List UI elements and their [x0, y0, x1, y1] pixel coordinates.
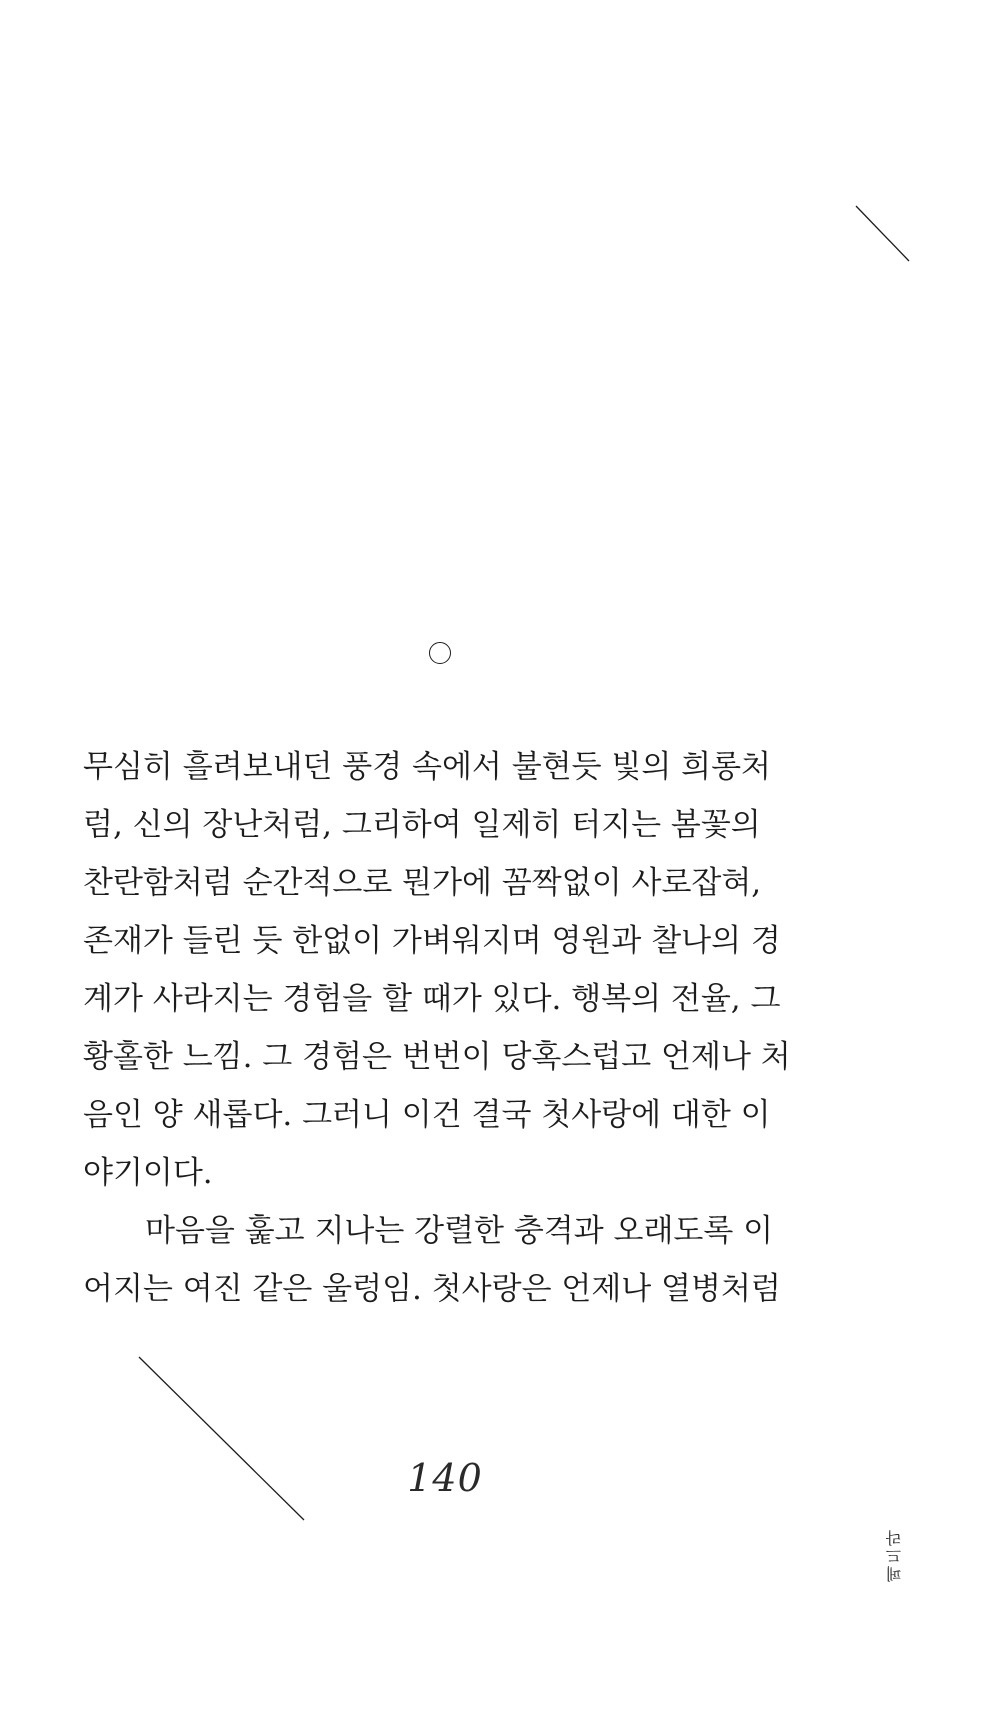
running-title: 페드라	[885, 1528, 904, 1582]
text-line: 계가 사라지는 경험을 할 때가 있다. 행복의 전율, 그	[83, 981, 781, 1017]
circle-ornament	[429, 642, 451, 664]
text-line: 음인 양 새롭다. 그러니 이건 결국 첫사랑에 대한 이	[83, 1097, 771, 1133]
text-line: 야기이다.	[83, 1155, 213, 1191]
text-line: 어지는 여진 같은 울렁임. 첫사랑은 언제나 열병처럼	[83, 1271, 781, 1307]
text-line: 황홀한 느낌. 그 경험은 번번이 당혹스럽고 언제나 처	[83, 1039, 791, 1075]
text-line: 무심히 흘려보내던 풍경 속에서 불현듯 빛의 희롱처	[83, 749, 771, 785]
body-text	[83, 738, 810, 1318]
text-line: 존재가 들린 듯 한없이 가벼워지며 영원과 찰나의 경	[83, 923, 781, 959]
text-line: 찬란함처럼 순간적으로 뭔가에 꼼짝없이 사로잡혀,	[83, 865, 762, 901]
page-number: 140	[407, 1456, 483, 1500]
text-line: 럼, 신의 장난처럼, 그리하여 일제히 터지는 봄꽃의	[83, 807, 761, 843]
text-line: 마음을 훑고 지나는 강렬한 충격과 오래도록 이	[145, 1213, 774, 1249]
